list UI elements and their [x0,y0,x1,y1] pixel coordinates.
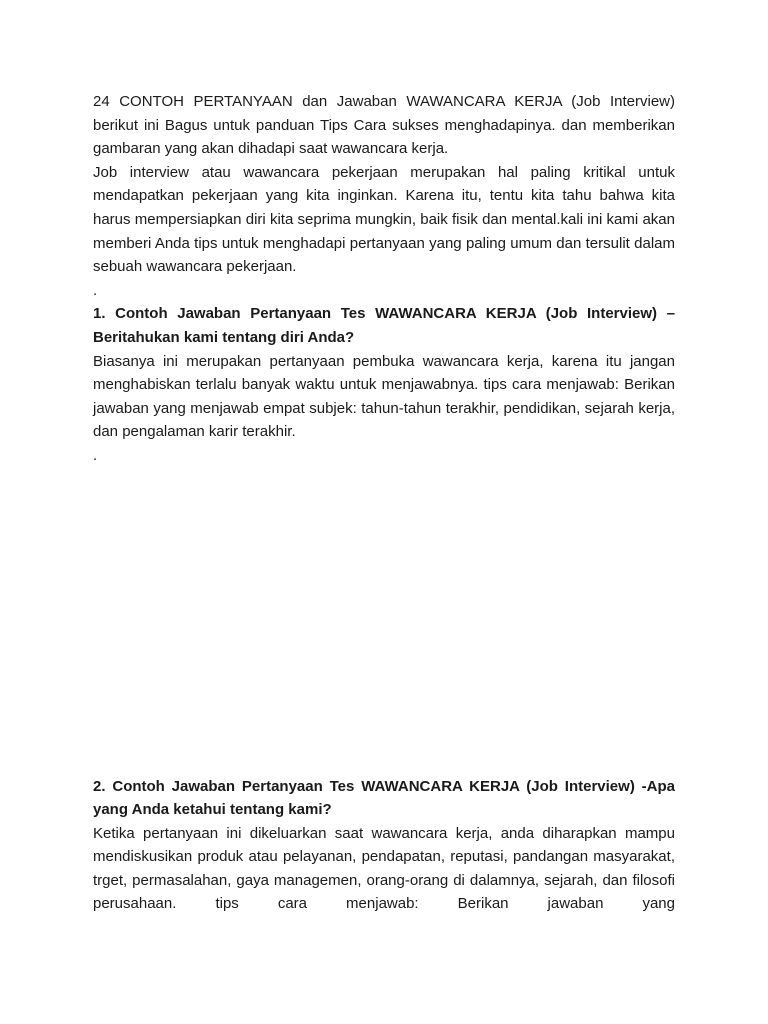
separator-dot: . [93,281,98,299]
question-1-body: Biasanya ini merupakan pertanyaan pembuka wawancara kerja, karena itu jangan menghabiskan terlalu banyak waktu untuk menjawabnya. tips cara menjawab: Berikan jawaban yang menjawab empat subjek: tahun-tahun terakhir, pendidikan, sejarah kerja, dan pengalaman karir terakhir. [93,352,675,441]
separator-dot: . [93,446,98,464]
question-1-heading: 1. Contoh Jawaban Pertanyaan Tes WAWANCARA KERJA (Job Interview) – Beritahukan kami tentang diri Anda? [93,305,675,346]
document-page [93,90,675,916]
question-2-heading: 2. Contoh Jawaban Pertanyaan Tes WAWANCARA KERJA (Job Interview) -Apa yang Anda ketahui tentang kami? [93,777,675,819]
question-2-body: Ketika pertanyaan ini dikeluarkan saat wawancara kerja, anda diharapkan mampu mendiskusikan produk atau pelayanan, pendapatan, reputasi, pandangan masyarakat, trget, permasalahan, gaya managemen, orang-orang di dalamnya, sejarah, dan filosofi perusahaan. tips cara menjawab: Berikan jawaban yang [93,824,675,913]
intro-paragraph-2: Job interview atau wawancara pekerjaan merupakan hal paling kritikal untuk mendapatkan pekerjaan yang kita inginkan. Karena itu, tentu kita tahu bahwa kita harus mempersiapkan diri kita seprima mungkin, baik fisik dan mental.kali ini kami akan memberi Anda tips untuk menghadapi pertanyaan yang paling umum dan tersulit dalam sebuah wawancara pekerjaan. [93,163,675,276]
intro-paragraph-1: 24 CONTOH PERTANYAAN dan Jawaban WAWANCARA KERJA (Job Interview) berikut ini Bagus untuk panduan Tips Cara sukses menghadapinya. dan memberikan gambaran yang akan dihadapi saat wawancara kerja. [93,93,675,158]
blank-space [93,468,675,775]
